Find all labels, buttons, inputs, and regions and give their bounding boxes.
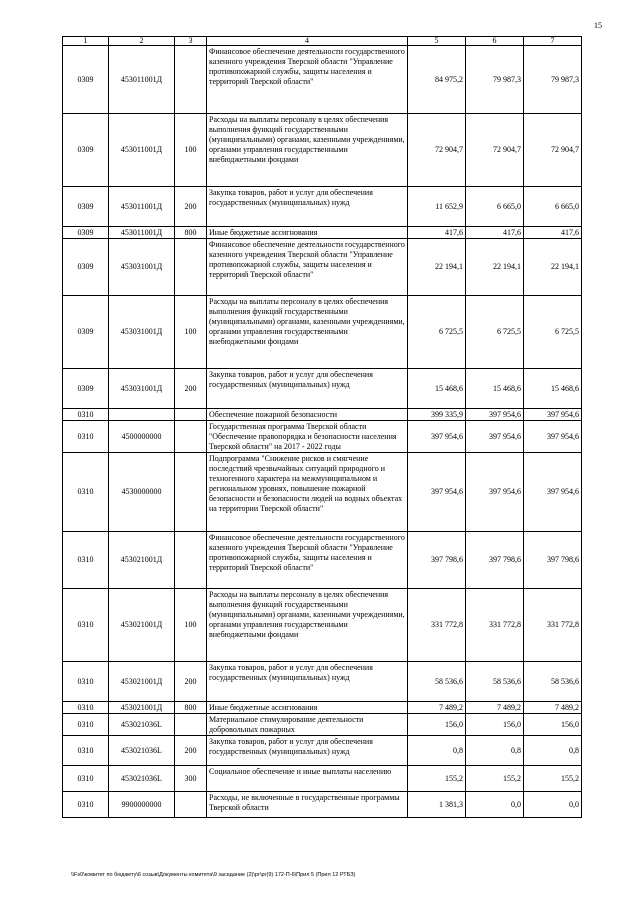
table-row bbox=[63, 369, 582, 409]
section-code: 0309 bbox=[63, 369, 109, 409]
amount-col5: 15 468,6 bbox=[408, 369, 466, 409]
target-article-code bbox=[109, 409, 175, 421]
section-code: 0310 bbox=[63, 792, 109, 818]
table-row bbox=[63, 532, 582, 589]
expense-type-code: 100 bbox=[175, 589, 207, 662]
expense-type-code bbox=[175, 239, 207, 296]
target-article-code: 453021001Д bbox=[109, 589, 175, 662]
row-name: Подпрограмма "Снижение рисков и смягчение последствий чрезвычайных ситуаций природного и техногенного характера на межмуниципальном и региональном уровнях, повышение пожарной безопасности и безопасности людей на водных объектах на территории Тверской области" bbox=[207, 453, 408, 532]
target-article-code: 453031001Д bbox=[109, 296, 175, 369]
amount-col7: 397 798,6 bbox=[524, 532, 582, 589]
amount-col5: 155,2 bbox=[408, 766, 466, 792]
amount-col7: 6 725,5 bbox=[524, 296, 582, 369]
section-code: 0310 bbox=[63, 453, 109, 532]
amount-col7: 397 954,6 bbox=[524, 453, 582, 532]
target-article-code: 453011001Д bbox=[109, 227, 175, 239]
section-code: 0310 bbox=[63, 662, 109, 702]
column-number: 4 bbox=[207, 37, 408, 46]
expense-type-code bbox=[175, 46, 207, 114]
amount-col6: 6 725,5 bbox=[466, 296, 524, 369]
table-row bbox=[63, 702, 582, 714]
page-number: 15 bbox=[594, 21, 602, 30]
section-code: 0310 bbox=[63, 409, 109, 421]
amount-col5: 6 725,5 bbox=[408, 296, 466, 369]
section-code: 0310 bbox=[63, 702, 109, 714]
table-row bbox=[63, 714, 582, 736]
amount-col7: 6 665,0 bbox=[524, 187, 582, 227]
amount-col7: 397 954,6 bbox=[524, 409, 582, 421]
amount-col5: 11 652,9 bbox=[408, 187, 466, 227]
row-name: Обеспечение пожарной безопасности bbox=[207, 409, 408, 421]
amount-col6: 397 954,6 bbox=[466, 421, 524, 453]
expense-type-code: 100 bbox=[175, 296, 207, 369]
amount-col6: 156,0 bbox=[466, 714, 524, 736]
row-name: Расходы, не включенные в государственные программы Тверской области bbox=[207, 792, 408, 818]
amount-col6: 331 772,8 bbox=[466, 589, 524, 662]
table-row bbox=[63, 46, 582, 114]
row-name: Закупка товаров, работ и услуг для обеспечения государственных (муниципальных) нужд bbox=[207, 187, 408, 227]
column-number: 2 bbox=[109, 37, 175, 46]
amount-col7: 58 536,6 bbox=[524, 662, 582, 702]
expense-type-code: 100 bbox=[175, 114, 207, 187]
row-name: Иные бюджетные ассигнования bbox=[207, 227, 408, 239]
column-number: 5 bbox=[408, 37, 466, 46]
target-article-code: 453031001Д bbox=[109, 239, 175, 296]
target-article-code: 9900000000 bbox=[109, 792, 175, 818]
expense-type-code bbox=[175, 792, 207, 818]
amount-col5: 397 954,6 bbox=[408, 421, 466, 453]
amount-col7: 79 987,3 bbox=[524, 46, 582, 114]
section-code: 0310 bbox=[63, 736, 109, 766]
amount-col5: 58 536,6 bbox=[408, 662, 466, 702]
amount-col5: 397 954,6 bbox=[408, 453, 466, 532]
amount-col6: 155,2 bbox=[466, 766, 524, 792]
table-row bbox=[63, 296, 582, 369]
target-article-code: 4530000000 bbox=[109, 453, 175, 532]
column-number: 1 bbox=[63, 37, 109, 46]
amount-col6: 58 536,6 bbox=[466, 662, 524, 702]
section-code: 0310 bbox=[63, 714, 109, 736]
column-number: 3 bbox=[175, 37, 207, 46]
section-code: 0310 bbox=[63, 766, 109, 792]
section-code: 0309 bbox=[63, 114, 109, 187]
row-name: Государственная программа Тверской области "Обеспечение правопорядка и безопасности населения Тверской области" на 2017 - 2022 годы bbox=[207, 421, 408, 453]
target-article-code: 453021001Д bbox=[109, 702, 175, 714]
amount-col7: 156,0 bbox=[524, 714, 582, 736]
table-row bbox=[63, 792, 582, 818]
section-code: 0310 bbox=[63, 421, 109, 453]
row-name: Закупка товаров, работ и услуг для обеспечения государственных (муниципальных) нужд bbox=[207, 736, 408, 766]
target-article-code: 453031001Д bbox=[109, 369, 175, 409]
expense-type-code bbox=[175, 714, 207, 736]
row-name: Финансовое обеспечение деятельности государственного казенного учреждения Тверской области "Управление противопожарной службы, защиты населения и территорий Тверской области" bbox=[207, 46, 408, 114]
amount-col5: 7 489,2 bbox=[408, 702, 466, 714]
amount-col5: 84 975,2 bbox=[408, 46, 466, 114]
table-row bbox=[63, 227, 582, 239]
amount-col7: 0,0 bbox=[524, 792, 582, 818]
amount-col7: 22 194,1 bbox=[524, 239, 582, 296]
amount-col5: 22 194,1 bbox=[408, 239, 466, 296]
target-article-code: 4500000000 bbox=[109, 421, 175, 453]
row-name: Финансовое обеспечение деятельности государственного казенного учреждения Тверской области "Управление противопожарной службы, защиты населения и территорий Тверской области" bbox=[207, 532, 408, 589]
expense-type-code: 200 bbox=[175, 369, 207, 409]
row-name: Расходы на выплаты персоналу в целях обеспечения выполнения функций государственными (муниципальными) органами, казенными учреждениями, органами управления государственными внебюджетными фондами bbox=[207, 114, 408, 187]
target-article-code: 453021036L bbox=[109, 766, 175, 792]
expense-type-code bbox=[175, 453, 207, 532]
target-article-code: 453011001Д bbox=[109, 46, 175, 114]
amount-col7: 7 489,2 bbox=[524, 702, 582, 714]
section-code: 0309 bbox=[63, 227, 109, 239]
table-row bbox=[63, 187, 582, 227]
section-code: 0309 bbox=[63, 239, 109, 296]
amount-col6: 397 954,6 bbox=[466, 453, 524, 532]
amount-col5: 72 904,7 bbox=[408, 114, 466, 187]
row-name: Иные бюджетные ассигнования bbox=[207, 702, 408, 714]
column-number-row bbox=[63, 37, 582, 46]
expense-type-code: 800 bbox=[175, 702, 207, 714]
table-row bbox=[63, 766, 582, 792]
amount-col6: 417,6 bbox=[466, 227, 524, 239]
amount-col5: 397 798,6 bbox=[408, 532, 466, 589]
column-number: 6 bbox=[466, 37, 524, 46]
section-code: 0309 bbox=[63, 296, 109, 369]
amount-col7: 155,2 bbox=[524, 766, 582, 792]
amount-col6: 0,0 bbox=[466, 792, 524, 818]
amount-col7: 417,6 bbox=[524, 227, 582, 239]
section-code: 0310 bbox=[63, 532, 109, 589]
table-row bbox=[63, 421, 582, 453]
amount-col6: 397 954,6 bbox=[466, 409, 524, 421]
row-name: Закупка товаров, работ и услуг для обеспечения государственных (муниципальных) нужд bbox=[207, 662, 408, 702]
expense-type-code bbox=[175, 421, 207, 453]
amount-col6: 15 468,6 bbox=[466, 369, 524, 409]
budget-table bbox=[62, 36, 582, 818]
section-code: 0310 bbox=[63, 589, 109, 662]
target-article-code: 453021001Д bbox=[109, 532, 175, 589]
amount-col7: 331 772,8 bbox=[524, 589, 582, 662]
expense-type-code: 800 bbox=[175, 227, 207, 239]
expense-type-code bbox=[175, 532, 207, 589]
expense-type-code bbox=[175, 409, 207, 421]
target-article-code: 453021036L bbox=[109, 736, 175, 766]
file-path-footer: \\Fs0\комитет по бюджету\6 созыв\Документы комитета\9 заседание (2)\рг\рг(9) 172-П-6\Прил 5 (Прил 12 РТБЗ) bbox=[71, 872, 356, 878]
row-name: Закупка товаров, работ и услуг для обеспечения государственных (муниципальных) нужд bbox=[207, 369, 408, 409]
amount-col5: 1 381,3 bbox=[408, 792, 466, 818]
amount-col5: 399 335,9 bbox=[408, 409, 466, 421]
table-row bbox=[63, 239, 582, 296]
amount-col6: 22 194,1 bbox=[466, 239, 524, 296]
row-name: Материальное стимулирование деятельности добровольных пожарных bbox=[207, 714, 408, 736]
target-article-code: 453021036L bbox=[109, 714, 175, 736]
amount-col6: 79 987,3 bbox=[466, 46, 524, 114]
amount-col7: 72 904,7 bbox=[524, 114, 582, 187]
amount-col6: 7 489,2 bbox=[466, 702, 524, 714]
row-name: Расходы на выплаты персоналу в целях обеспечения выполнения функций государственными (муниципальными) органами, казенными учреждениями, органами управления государственными внебюджетными фондами bbox=[207, 296, 408, 369]
row-name: Социальное обеспечение и иные выплаты населению bbox=[207, 766, 408, 792]
row-name: Финансовое обеспечение деятельности государственного казенного учреждения Тверской области "Управление противопожарной службы, защиты населения и территорий Тверской области" bbox=[207, 239, 408, 296]
amount-col5: 417,6 bbox=[408, 227, 466, 239]
table-row bbox=[63, 736, 582, 766]
expense-type-code: 300 bbox=[175, 766, 207, 792]
target-article-code: 453011001Д bbox=[109, 114, 175, 187]
amount-col6: 6 665,0 bbox=[466, 187, 524, 227]
table-row bbox=[63, 453, 582, 532]
table-row bbox=[63, 662, 582, 702]
amount-col6: 397 798,6 bbox=[466, 532, 524, 589]
expense-type-code: 200 bbox=[175, 187, 207, 227]
expense-type-code: 200 bbox=[175, 662, 207, 702]
table-row bbox=[63, 114, 582, 187]
amount-col5: 156,0 bbox=[408, 714, 466, 736]
section-code: 0309 bbox=[63, 187, 109, 227]
amount-col6: 72 904,7 bbox=[466, 114, 524, 187]
table-row bbox=[63, 409, 582, 421]
column-number: 7 bbox=[524, 37, 582, 46]
section-code: 0309 bbox=[63, 46, 109, 114]
target-article-code: 453021001Д bbox=[109, 662, 175, 702]
amount-col7: 397 954,6 bbox=[524, 421, 582, 453]
amount-col6: 0,8 bbox=[466, 736, 524, 766]
amount-col5: 0,8 bbox=[408, 736, 466, 766]
amount-col7: 0,8 bbox=[524, 736, 582, 766]
amount-col7: 15 468,6 bbox=[524, 369, 582, 409]
amount-col5: 331 772,8 bbox=[408, 589, 466, 662]
expense-type-code: 200 bbox=[175, 736, 207, 766]
row-name: Расходы на выплаты персоналу в целях обеспечения выполнения функций государственными (муниципальными) органами, казенными учреждениями, органами управления государственными внебюджетными фондами bbox=[207, 589, 408, 662]
table-row bbox=[63, 589, 582, 662]
target-article-code: 453011001Д bbox=[109, 187, 175, 227]
